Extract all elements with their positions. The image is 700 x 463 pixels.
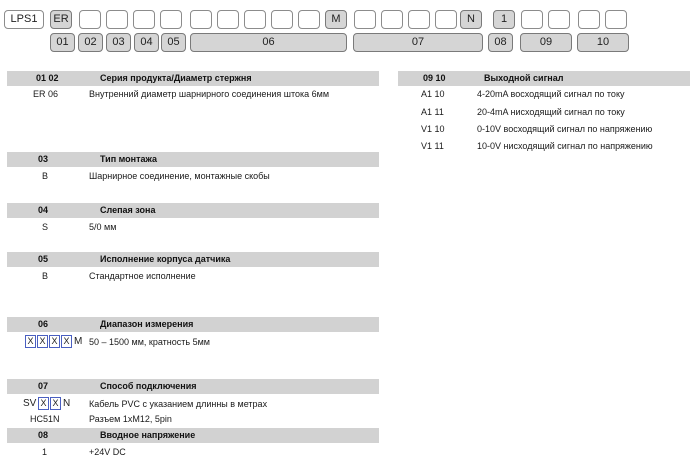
section-code: 01 02 — [36, 73, 59, 83]
option-code: V1 11 — [421, 141, 444, 151]
code-slot — [435, 10, 457, 29]
option-description: Шарнирное соединение, монтажные скобы — [89, 171, 270, 181]
section-title: Выходной сигнал — [484, 73, 564, 83]
position-label: 07 — [353, 33, 483, 52]
code-slot — [381, 10, 403, 29]
connection-suffix: N — [63, 398, 71, 409]
position-label: 08 — [488, 33, 513, 52]
position-label: 02 — [78, 33, 103, 52]
code-slot — [133, 10, 155, 29]
code-slot — [408, 10, 430, 29]
option-code: HC51N — [30, 414, 60, 424]
position-label: 09 — [520, 33, 572, 52]
section-title: Тип монтажа — [100, 154, 158, 164]
option-description: 20-4mA нисходящий сигнал по току — [477, 107, 625, 117]
section-title: Способ подключения — [100, 381, 197, 391]
section-code: 04 — [38, 205, 49, 215]
option-description: 4-20mA восходящий сигнал по току — [477, 89, 625, 99]
placeholder-digit: X — [37, 335, 48, 348]
section-code: 08 — [38, 430, 49, 440]
position-label: 01 — [50, 33, 75, 52]
option-code: V1 10 — [421, 124, 445, 134]
option-code: A1 10 — [421, 89, 445, 99]
option-code: B — [42, 271, 49, 281]
option-description: Стандартное исполнение — [89, 271, 196, 281]
section-title: Вводное напряжение — [100, 430, 196, 440]
code-slot — [354, 10, 376, 29]
placeholder-digit: X — [49, 335, 60, 348]
code-one: 1 — [500, 13, 508, 25]
position-label: 04 — [134, 33, 159, 52]
option-description: +24V DC — [89, 447, 126, 457]
option-code: A1 11 — [421, 107, 444, 117]
section-title: Серия продукта/Диаметр стержня — [100, 73, 252, 83]
section-header-dead-zone — [7, 203, 379, 218]
code-n-box — [460, 10, 482, 29]
code-slot — [79, 10, 101, 29]
code-prefix: LPS1 — [10, 13, 38, 25]
code-slot — [106, 10, 128, 29]
code-m: M — [331, 13, 341, 25]
section-header-supply — [7, 428, 379, 443]
section-code: 05 — [38, 254, 49, 264]
section-header-series — [7, 71, 379, 86]
position-label: 03 — [106, 33, 131, 52]
option-description: Кабель PVC с указанием длинны в метрах — [89, 399, 268, 409]
option-code: ER 06 — [33, 89, 59, 99]
option-code: S — [42, 222, 49, 232]
code-slot — [160, 10, 182, 29]
section-title: Исполнение корпуса датчика — [100, 254, 231, 264]
placeholder-digit: X — [38, 397, 49, 410]
section-title: Слепая зона — [100, 205, 156, 215]
position-label: 10 — [577, 33, 629, 52]
placeholder-digit: X — [25, 335, 36, 348]
code-m-box — [325, 10, 347, 29]
code-er-box — [50, 10, 72, 29]
option-code: B — [42, 171, 49, 181]
section-header-housing — [7, 252, 379, 267]
option-description: 10-0V нисходящий сигнал по напряжению — [477, 141, 653, 151]
placeholder-digit: X — [50, 397, 61, 410]
section-header-connection — [7, 379, 379, 394]
position-label: 06 — [190, 33, 347, 52]
code-prefix-box — [4, 10, 44, 29]
section-code: 03 — [38, 154, 49, 164]
placeholder-digit: X — [61, 335, 72, 348]
code-slot — [217, 10, 239, 29]
option-description: Разъем 1хМ12, 5pin — [89, 414, 172, 424]
connection-prefix: SV — [23, 398, 37, 409]
code-slot — [190, 10, 212, 29]
section-header-range — [7, 317, 379, 332]
code-slot — [271, 10, 293, 29]
section-code: 06 — [38, 319, 49, 329]
section-header-output — [398, 71, 690, 86]
section-code: 09 10 — [423, 73, 446, 83]
section-code: 07 — [38, 381, 49, 391]
code-slot — [548, 10, 570, 29]
section-title: Диапазон измерения — [100, 319, 194, 329]
code-slot — [298, 10, 320, 29]
option-description: 50 – 1500 мм, кратность 5мм — [89, 337, 210, 347]
option-description: Внутренний диаметр шарнирного соединения штока 6мм — [89, 89, 330, 99]
code-er: ER — [53, 13, 69, 25]
code-slot — [244, 10, 266, 29]
code-n: N — [467, 13, 475, 25]
position-label: 05 — [161, 33, 186, 52]
section-header-mount — [7, 152, 379, 167]
option-description: 5/0 мм — [89, 222, 117, 232]
option-code: 1 — [42, 447, 48, 457]
code-slot — [605, 10, 627, 29]
range-suffix: M — [74, 336, 83, 347]
code-slot — [578, 10, 600, 29]
code-slot — [521, 10, 543, 29]
option-description: 0-10V восходящий сигнал по напряжению — [477, 124, 653, 134]
code-one-box — [493, 10, 515, 29]
